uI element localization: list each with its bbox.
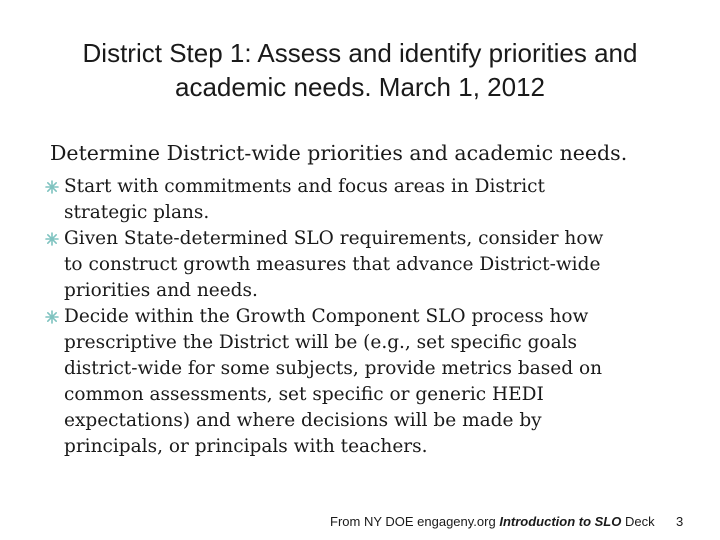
footer-deck-title: Introduction to SLO (499, 514, 622, 529)
bullet-text-line: expectations) and where decisions will be made by (64, 410, 542, 431)
bullet-text-line: to construct growth measures that advance District-wide (64, 254, 601, 275)
bullet-text-line: common assessments, set specific or generic HEDI (64, 384, 544, 405)
page-number: 3 (676, 514, 684, 529)
slide-title-line: District Step 1: Assess and identify priorities and (82, 38, 638, 68)
bullet-text-line: Start with commitments and focus areas in District (64, 176, 545, 197)
bullet-text-line: district-wide for some subjects, provide metrics based on (64, 358, 602, 379)
bullet-text-line: Given State-determined SLO requirements, consider how (64, 228, 604, 249)
bullet-text-line: prescriptive the District will be (e.g., set specific goals (64, 332, 578, 353)
footer-prefix: From NY DOE engageny.org (330, 514, 500, 529)
slide-title-line: academic needs. March 1, 2012 (175, 72, 545, 102)
star-burst-bullet-icon (44, 309, 60, 325)
slide-title (20, 36, 700, 104)
bullet-item (44, 174, 684, 226)
bullet-list (44, 174, 684, 460)
bullet-item (44, 226, 684, 304)
bullet-text-line: priorities and needs. (64, 280, 258, 301)
footer-suffix: Deck (621, 514, 655, 529)
bullet-item (44, 304, 684, 460)
bullet-text-line: principals, or principals with teachers. (64, 436, 428, 457)
lead-statement: Determine District-wide priorities and academic needs. (50, 141, 628, 165)
star-burst-bullet-icon (44, 231, 60, 247)
bullet-text-line: strategic plans. (64, 202, 210, 223)
source-footer (330, 514, 655, 530)
bullet-text-line: Decide within the Growth Component SLO process how (64, 306, 589, 327)
star-burst-bullet-icon (44, 179, 60, 195)
